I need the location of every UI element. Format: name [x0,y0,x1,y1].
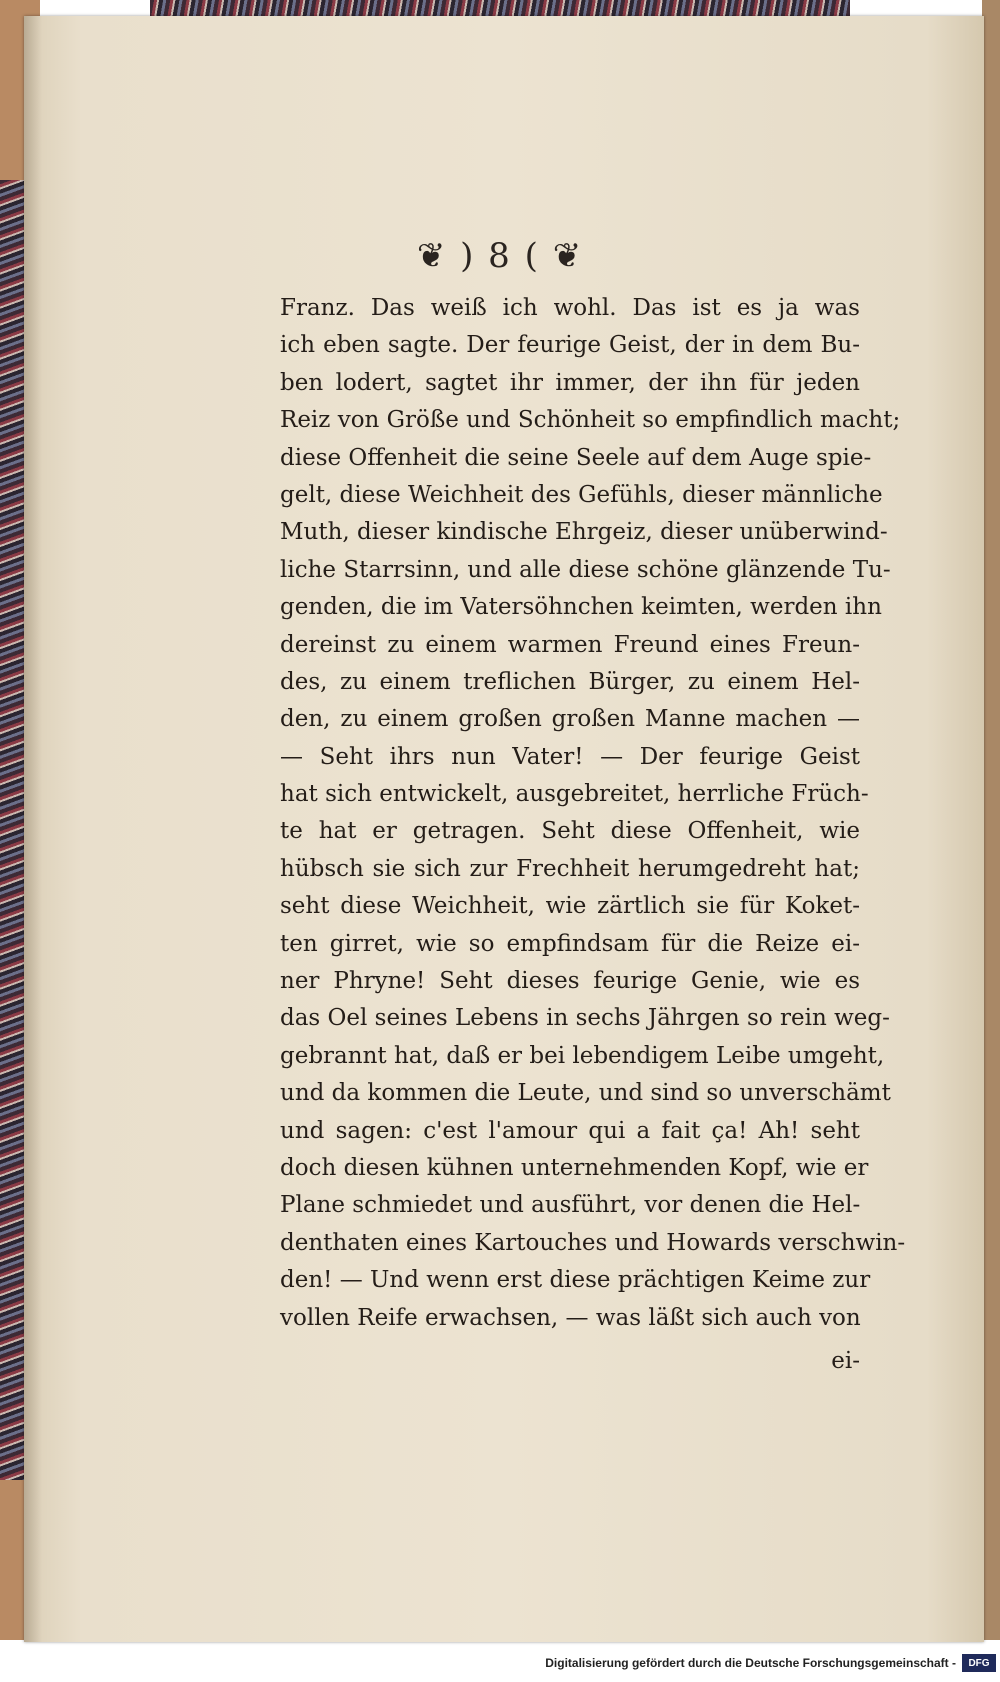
text-line: dereinst zu einem warmen Freund eines Freun- [280,631,860,658]
text-line: genden, die im Vatersöhnchen keimten, werden ihn [280,594,882,621]
text-line: und sagen: c'est l'amour qui a fait ça! Ah! seht [280,1117,860,1144]
text-line: Plane schmiedet und ausführt, vor denen die Hel- [280,1192,861,1219]
text-line: und da kommen die Leute, und sind so unverschämt [280,1080,891,1107]
text-line: gebrannt hat, daß er bei lebendigem Leibe umgeht, [280,1042,885,1069]
text-line: ich eben sagte. Der feurige Geist, der in dem Bu- [280,332,860,359]
text-line: vollen Reife erwachsen, — was läßt sich auch von [280,1304,861,1331]
text-line: das Oel seines Lebens in sechs Jährgen so rein weg- [280,1005,890,1032]
text-line: te hat er getragen. Seht diese Offenheit, wie [280,818,860,845]
text-line: ner Phryne! Seht dieses feurige Genie, wie es [280,968,860,995]
text-line: gelt, diese Weichheit des Gefühls, dieser männliche [280,481,883,508]
text-line: den! — Und wenn erst diese prächtigen Keime zur [280,1267,871,1294]
text-line: ten girret, wie so empfindsam für die Reize ei- [280,930,860,957]
text-line: — Seht ihrs nun Vater! — Der feurige Geist [280,743,860,770]
body-text [280,290,906,1337]
page-number-header: ❦ ) 8 ( ❦ [416,236,584,276]
digitization-footer [0,1646,1000,1682]
text-line: des, zu einem treflichen Bürger, zu einem Hel- [280,668,860,695]
text-line: den, zu einem großen großen Manne machen — [280,706,860,733]
text-line: liche Starrsinn, und alle diese schöne glänzende Tu- [280,556,891,583]
text-line: Muth, dieser kindische Ehrgeiz, dieser unüberwind- [280,519,888,546]
text-line: seht diese Weichheit, wie zärtlich sie für Koket- [280,893,860,920]
text-line: doch diesen kühnen unternehmenden Kopf, wie er [280,1154,869,1181]
text-line: Reiz von Größe und Schönheit so empfindlich macht; [280,407,901,434]
dfg-logo: DFG [962,1654,996,1672]
text-line: hat sich entwickelt, ausgebreitet, herrliche Früch- [280,781,869,808]
text-line: Franz. Das weiß ich wohl. Das ist es ja was [280,295,860,321]
text-line: diese Offenheit die seine Seele auf dem Auge spie- [280,444,872,471]
text-line: denthaten eines Kartouches und Howards verschwin- [280,1229,906,1256]
text-line: ben lodert, sagtet ihr immer, der ihn für jeden [280,369,860,396]
marbled-endpaper-left [0,180,26,1480]
catchword: ei- [831,1348,860,1374]
text-line: hübsch sie sich zur Frechheit herumgedreht hat; [280,855,860,882]
footer-credit: Digitalisierung gefördert durch die Deutsche Forschungsgemeinschaft - [545,1656,956,1670]
